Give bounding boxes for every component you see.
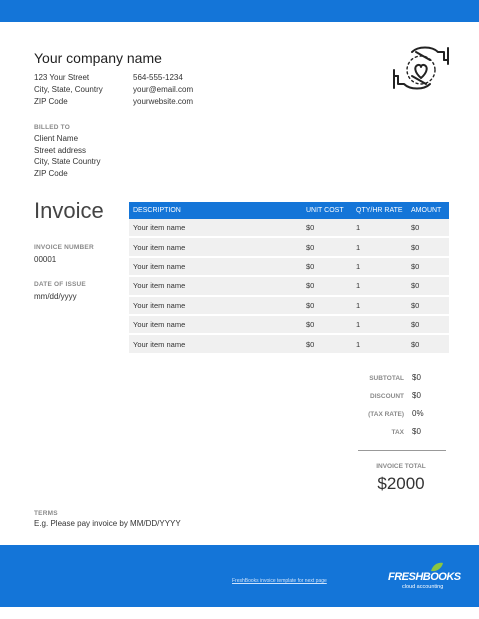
item-qty: 1 (352, 257, 407, 276)
invoice-number-label: INVOICE NUMBER (34, 244, 94, 251)
address-line: 123 Your Street (34, 73, 90, 82)
item-amount: $0 (407, 334, 449, 353)
brand-tagline: cloud accounting (402, 584, 444, 590)
table-row (129, 257, 449, 276)
table-row (129, 315, 449, 334)
total-divider (358, 450, 446, 451)
client-zip: ZIP Code (34, 168, 68, 178)
item-unit-cost: $0 (302, 296, 352, 315)
item-amount: $0 (407, 237, 449, 256)
discount-value: $0 (412, 391, 421, 400)
item-qty: 1 (352, 276, 407, 295)
discount-label: DISCOUNT (370, 393, 404, 400)
item-unit-cost: $0 (302, 257, 352, 276)
item-amount: $0 (407, 276, 449, 295)
terms-label: TERMS (34, 510, 58, 517)
table-row (129, 334, 449, 353)
website: yourwebsite.com (133, 97, 194, 106)
item-unit-cost: $0 (302, 276, 352, 295)
address-line: ZIP Code (34, 97, 68, 106)
item-amount: $0 (407, 257, 449, 276)
invoice-title: Invoice (34, 198, 104, 223)
terms-text: E.g. Please pay invoice by MM/DD/YYYY (34, 519, 181, 528)
invoice-number: 00001 (34, 255, 57, 264)
summary-block (340, 373, 440, 445)
item-unit-cost: $0 (302, 219, 352, 237)
item-qty: 1 (352, 315, 407, 334)
top-accent-bar (0, 0, 479, 22)
col-amount: AMOUNT (407, 202, 449, 219)
billed-to-label: BILLED TO (34, 124, 70, 131)
item-description: Your item name (129, 315, 302, 334)
client-street: Street address (34, 145, 87, 155)
tax-value: $0 (412, 427, 421, 436)
item-description: Your item name (129, 334, 302, 353)
table-row (129, 237, 449, 256)
address-line: City, State, Country (34, 85, 103, 94)
item-qty: 1 (352, 219, 407, 237)
company-name: Your company name (34, 50, 162, 66)
discount-row (340, 391, 440, 409)
billed-to (34, 124, 101, 179)
item-qty: 1 (352, 334, 407, 353)
item-description: Your item name (129, 219, 302, 237)
item-description: Your item name (129, 276, 302, 295)
item-amount: $0 (407, 315, 449, 334)
col-unit-cost: UNIT COST (302, 202, 352, 219)
client-name: Client Name (34, 134, 79, 143)
invoice-total-value: $2000 (377, 474, 425, 493)
item-amount: $0 (407, 296, 449, 315)
terms-block (34, 510, 181, 528)
tax-label: TAX (391, 429, 404, 436)
line-items-table (129, 202, 449, 355)
tax-rate-label: (TAX RATE) (368, 411, 404, 418)
subtotal-value: $0 (412, 373, 421, 382)
date-of-issue-block (34, 281, 86, 301)
table-row (129, 296, 449, 315)
phone: 564-555-1234 (133, 73, 183, 82)
invoice-total-label: INVOICE TOTAL (376, 463, 426, 470)
tax-rate-value: 0% (412, 409, 424, 418)
item-description: Your item name (129, 257, 302, 276)
invoice-number-block (34, 244, 94, 264)
item-unit-cost: $0 (302, 315, 352, 334)
item-description: Your item name (129, 237, 302, 256)
date-of-issue-label: DATE OF ISSUE (34, 281, 86, 288)
footer-link[interactable]: FreshBooks invoice template for next page (232, 578, 327, 584)
col-description: DESCRIPTION (129, 202, 302, 219)
table-row (129, 276, 449, 295)
table-row (129, 219, 449, 237)
email: your@email.com (133, 85, 194, 94)
table-header-row (129, 202, 449, 219)
company-address (34, 72, 103, 108)
item-unit-cost: $0 (302, 237, 352, 256)
item-qty: 1 (352, 296, 407, 315)
item-qty: 1 (352, 237, 407, 256)
subtotal-row (340, 373, 440, 391)
freshbooks-logo (388, 562, 461, 596)
col-qty: QTY/HR RATE (352, 202, 407, 219)
item-amount: $0 (407, 219, 449, 237)
brand-name: FRESHBOOKS (388, 571, 461, 583)
item-description: Your item name (129, 296, 302, 315)
subtotal-label: SUBTOTAL (369, 375, 404, 382)
tax-rate-row (340, 409, 440, 427)
date-of-issue: mm/dd/yyyy (34, 292, 77, 301)
tax-row (340, 427, 440, 445)
hands-heart-icon (388, 40, 454, 96)
item-unit-cost: $0 (302, 334, 352, 353)
company-contact (133, 72, 193, 108)
client-city: City, State Country (34, 157, 101, 166)
